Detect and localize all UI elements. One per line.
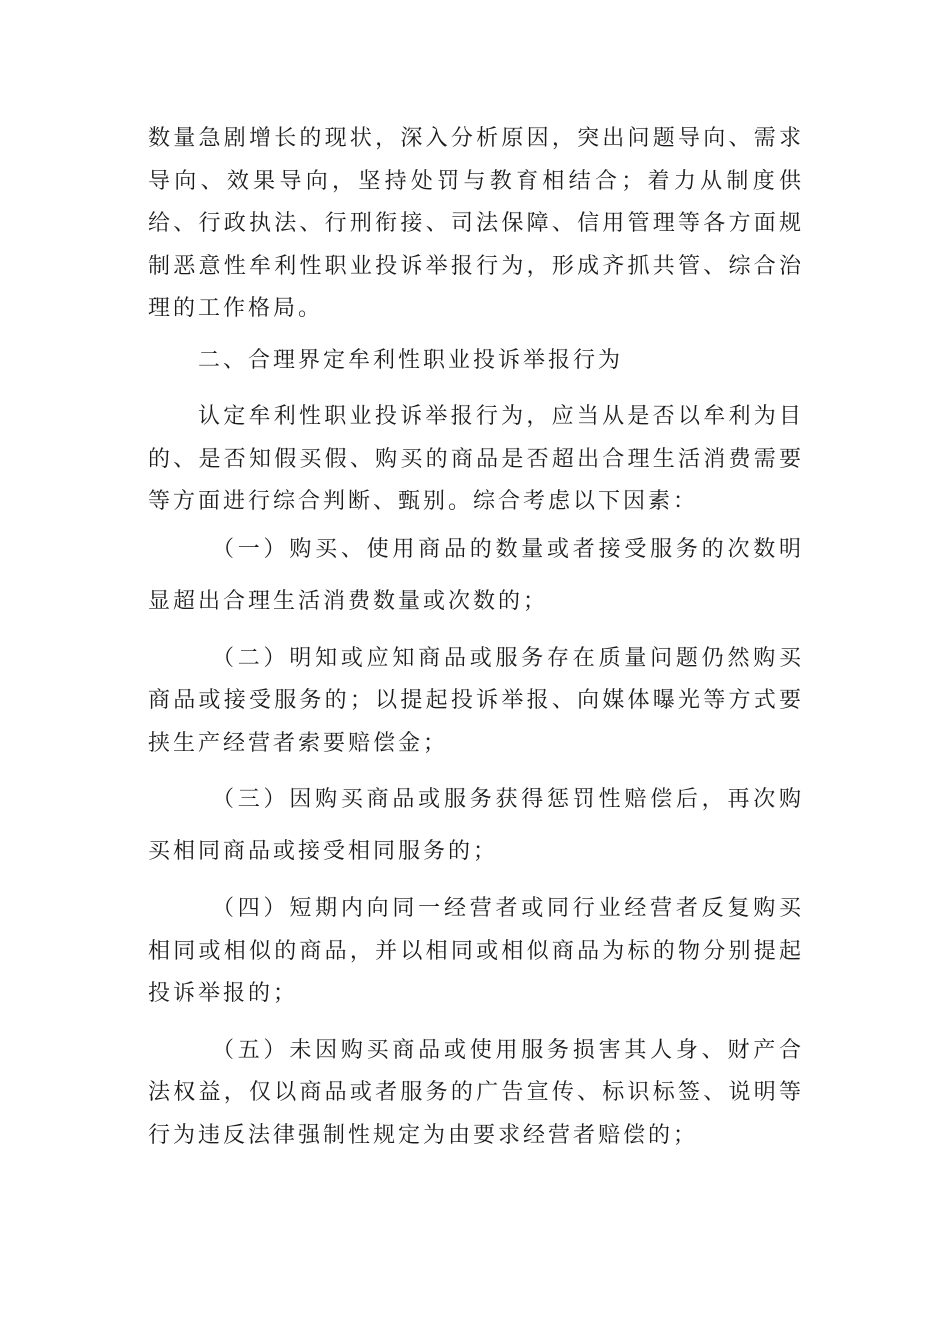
list-item-1: （一）购买、使用商品的数量或者接受服务的次数明显超出合理生活消费数量或次数的；	[148, 536, 804, 614]
list-item-2: （二）明知或应知商品或服务存在质量问题仍然购买商品或接受服务的；以提起投诉举报、向媒体曝光等方式要挟生产经营者索要赔偿金；	[148, 645, 804, 756]
section-heading-2: 二、合理界定牟利性职业投诉举报行为	[198, 347, 624, 373]
paragraph-definition: 认定牟利性职业投诉举报行为，应当从是否以牟利为目的、是否知假买假、购买的商品是否超出合理生活消费需要等方面进行综合判断、甄别。综合考虑以下因素：	[148, 404, 804, 514]
list-item-3: （三）因购买商品或服务获得惩罚性赔偿后，再次购买相同商品或接受相同服务的；	[148, 787, 804, 864]
list-item-5: （五）未因购买商品或使用服务损害其人身、财产合法权益，仅以商品或者服务的广告宣传、标识标签、说明等行为违反法律强制性规定为由要求经营者赔偿的；	[148, 1037, 804, 1148]
paragraph-intro-continuation: 数量急剧增长的现状，深入分析原因，突出问题导向、需求导向、效果导向，坚持处罚与教育相结合；着力从制度供给、行政执法、行刑衔接、司法保障、信用管理等各方面规制恶意性牟利性职业投诉举报行为，形成齐抓共管、综合治理的工作格局。	[148, 126, 804, 321]
list-item-4: （四）短期内向同一经营者或同行业经营者反复购买相同或相似的商品，并以相同或相似商品为标的物分别提起投诉举报的；	[148, 896, 804, 1006]
document-body	[148, 118, 804, 1157]
